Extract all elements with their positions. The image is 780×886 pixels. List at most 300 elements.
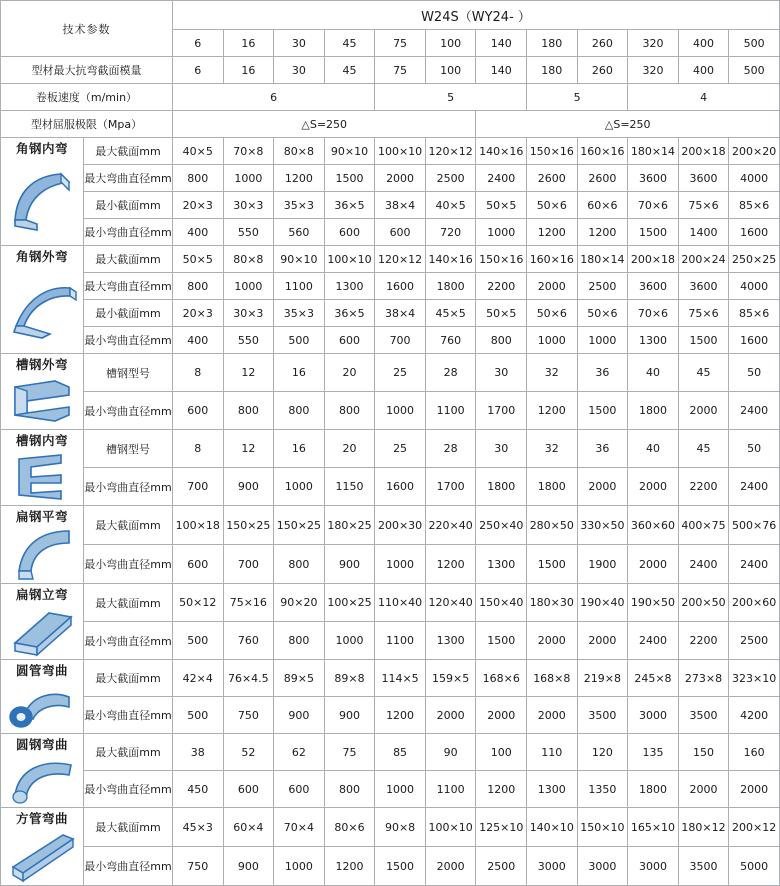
cell-value: 12 [223, 354, 274, 392]
cell-value: 45 [678, 430, 729, 468]
cell-value: 12 [223, 430, 274, 468]
row-section-modulus [1, 57, 780, 84]
table-row [1, 545, 780, 584]
table-row [1, 430, 780, 468]
angle-steel-inner-bend-icon [1, 157, 83, 245]
cell-value: 200×50 [678, 584, 729, 622]
cell-value: 2400 [476, 165, 527, 192]
cell-value: 2000 [425, 697, 476, 734]
cell-value: 1200 [425, 545, 476, 584]
measure-label: 最小弯曲直径mm [83, 545, 172, 584]
cell-value: 1500 [527, 545, 578, 584]
measure-label: 最大截面mm [83, 246, 172, 273]
cell-value: 200×18 [628, 246, 679, 273]
cell-value: 200×20 [729, 138, 780, 165]
cell-value: 2000 [375, 165, 426, 192]
size-header-3: 45 [324, 30, 375, 57]
cell-value: 1000 [476, 219, 527, 246]
cell-value: 180×30 [527, 584, 578, 622]
cell-value: 80×6 [324, 808, 375, 847]
category-title: 角钢内弯 [15, 141, 68, 156]
cell-value: 120×12 [375, 246, 426, 273]
cell-value: 8 [172, 354, 223, 392]
cell-value: 400 [172, 327, 223, 354]
cell-value: 1300 [324, 273, 375, 300]
cell-value: 720 [425, 219, 476, 246]
cell-value: 75×6 [678, 192, 729, 219]
cell-value: 100 [476, 734, 527, 771]
category-title: 角钢外弯 [15, 249, 68, 264]
section-modulus-value-6: 140 [476, 57, 527, 84]
cell-value: 3000 [628, 697, 679, 734]
cell-value: 8 [172, 430, 223, 468]
cell-value: 20×3 [172, 300, 223, 327]
cell-value: 1800 [628, 771, 679, 808]
cell-value: 30×3 [223, 192, 274, 219]
cell-value: 36×5 [324, 300, 375, 327]
cell-value: 1500 [628, 219, 679, 246]
cell-value: 50×12 [172, 584, 223, 622]
cell-value: 2500 [425, 165, 476, 192]
speed-value-3: 4 [628, 84, 780, 111]
cell-value: 159×5 [425, 660, 476, 697]
table-row [1, 192, 780, 219]
cell-value: 600 [324, 219, 375, 246]
cell-value: 38×4 [375, 192, 426, 219]
cell-value: 16 [274, 430, 325, 468]
cell-value: 180×14 [628, 138, 679, 165]
cell-value: 190×50 [628, 584, 679, 622]
cell-value: 80×8 [223, 246, 274, 273]
section-modulus-value-9: 320 [628, 57, 679, 84]
table-row [1, 392, 780, 430]
cell-value: 2200 [476, 273, 527, 300]
measure-label: 最小弯曲直径mm [83, 219, 172, 246]
cell-value: 40×5 [172, 138, 223, 165]
section-modulus-value-7: 180 [527, 57, 578, 84]
cell-value: 135 [628, 734, 679, 771]
cell-value: 400 [172, 219, 223, 246]
cell-value: 89×5 [274, 660, 325, 697]
cell-value: 40 [628, 430, 679, 468]
cell-value: 4000 [729, 165, 780, 192]
cell-value: 200×18 [678, 138, 729, 165]
cell-value: 360×60 [628, 506, 679, 545]
size-header-8: 260 [577, 30, 628, 57]
cell-value: 1200 [527, 392, 578, 430]
cell-value: 1500 [324, 165, 375, 192]
cell-value: 1200 [324, 847, 375, 886]
cell-value: 560 [274, 219, 325, 246]
cell-value: 100×25 [324, 584, 375, 622]
cell-value: 60×4 [223, 808, 274, 847]
table-row [1, 808, 780, 847]
cell-value: 1300 [527, 771, 578, 808]
cell-value: 2000 [678, 392, 729, 430]
row-speed [1, 84, 780, 111]
cell-value: 114×5 [375, 660, 426, 697]
cell-value: 150×16 [527, 138, 578, 165]
cell-value: 1700 [425, 468, 476, 506]
category-2 [1, 354, 84, 430]
category-title: 圆钢弯曲 [15, 737, 68, 752]
cell-value: 90×10 [274, 246, 325, 273]
cell-value: 168×6 [476, 660, 527, 697]
cell-value: 550 [223, 219, 274, 246]
row-yield [1, 111, 780, 138]
table-row [1, 468, 780, 506]
cell-value: 180×14 [577, 246, 628, 273]
section-modulus-label: 型材最大抗弯截面模量 [1, 57, 173, 84]
cell-value: 600 [172, 392, 223, 430]
speed-value-2: 5 [527, 84, 628, 111]
cell-value: 800 [324, 771, 375, 808]
cell-value: 85×6 [729, 300, 780, 327]
cell-value: 450 [172, 771, 223, 808]
cell-value: 60×6 [577, 192, 628, 219]
cell-value: 2400 [729, 468, 780, 506]
cell-value: 2500 [729, 622, 780, 660]
measure-label: 最小弯曲直径mm [83, 392, 172, 430]
cell-value: 2000 [476, 697, 527, 734]
cell-value: 100×18 [172, 506, 223, 545]
cell-value: 900 [223, 468, 274, 506]
cell-value: 110 [527, 734, 578, 771]
cell-value: 1600 [729, 219, 780, 246]
cell-value: 200×60 [729, 584, 780, 622]
cell-value: 180×25 [324, 506, 375, 545]
square-tube-bend-icon [1, 827, 83, 885]
cell-value: 500 [172, 622, 223, 660]
cell-value: 160×16 [527, 246, 578, 273]
cell-value: 3000 [628, 847, 679, 886]
table-body [1, 1, 780, 886]
section-modulus-value-8: 260 [577, 57, 628, 84]
table-row [1, 246, 780, 273]
size-header-11: 500 [729, 30, 780, 57]
measure-label: 最大弯曲直径mm [83, 165, 172, 192]
cell-value: 150×40 [476, 584, 527, 622]
cell-value: 323×10 [729, 660, 780, 697]
cell-value: 50 [729, 430, 780, 468]
measure-label: 最大截面mm [83, 660, 172, 697]
yield-value-1: △S=250 [476, 111, 780, 138]
cell-value: 2400 [628, 622, 679, 660]
size-header-2: 30 [274, 30, 325, 57]
cell-value: 120×40 [425, 584, 476, 622]
size-header-1: 16 [223, 30, 274, 57]
category-title: 扁钢平弯 [15, 509, 68, 524]
cell-value: 28 [425, 354, 476, 392]
section-modulus-value-3: 45 [324, 57, 375, 84]
cell-value: 700 [172, 468, 223, 506]
section-modulus-value-2: 30 [274, 57, 325, 84]
cell-value: 1500 [476, 622, 527, 660]
cell-value: 70×4 [274, 808, 325, 847]
category-7 [1, 734, 84, 808]
table-row [1, 273, 780, 300]
cell-value: 75×16 [223, 584, 274, 622]
cell-value: 800 [172, 273, 223, 300]
category-3 [1, 430, 84, 506]
table-row [1, 660, 780, 697]
angle-steel-outer-bend-icon [1, 265, 83, 353]
cell-value: 1200 [527, 219, 578, 246]
cell-value: 85 [375, 734, 426, 771]
measure-label: 最大截面mm [83, 584, 172, 622]
cell-value: 52 [223, 734, 274, 771]
table-row [1, 165, 780, 192]
cell-value: 50×6 [527, 192, 578, 219]
measure-label: 最大截面mm [83, 808, 172, 847]
cell-value: 1100 [425, 392, 476, 430]
table-row [1, 697, 780, 734]
cell-value: 2400 [678, 545, 729, 584]
cell-value: 150×10 [577, 808, 628, 847]
cell-value: 3600 [628, 273, 679, 300]
cell-value: 800 [223, 392, 274, 430]
cell-value: 800 [324, 392, 375, 430]
cell-value: 1000 [375, 771, 426, 808]
cell-value: 140×16 [476, 138, 527, 165]
cell-value: 50×5 [476, 300, 527, 327]
cell-value: 700 [223, 545, 274, 584]
measure-label: 最大截面mm [83, 506, 172, 545]
cell-value: 150×25 [274, 506, 325, 545]
cell-value: 220×40 [425, 506, 476, 545]
cell-value: 2000 [628, 545, 679, 584]
cell-value: 1200 [476, 771, 527, 808]
cell-value: 1800 [628, 392, 679, 430]
cell-value: 2500 [577, 273, 628, 300]
cell-value: 2000 [527, 273, 578, 300]
measure-label: 最小弯曲直径mm [83, 468, 172, 506]
cell-value: 2000 [425, 847, 476, 886]
cell-value: 1100 [274, 273, 325, 300]
cell-value: 2500 [476, 847, 527, 886]
cell-value: 120 [577, 734, 628, 771]
category-title: 扁钢立弯 [15, 587, 68, 602]
cell-value: 1150 [324, 468, 375, 506]
cell-value: 1700 [476, 392, 527, 430]
cell-value: 219×8 [577, 660, 628, 697]
measure-label: 最大弯曲直径mm [83, 273, 172, 300]
cell-value: 50×5 [172, 246, 223, 273]
cell-value: 273×8 [678, 660, 729, 697]
cell-value: 2000 [577, 468, 628, 506]
cell-value: 1000 [274, 468, 325, 506]
cell-value: 165×10 [628, 808, 679, 847]
cell-value: 168×8 [527, 660, 578, 697]
cell-value: 900 [274, 697, 325, 734]
category-8 [1, 808, 84, 886]
cell-value: 160×16 [577, 138, 628, 165]
cell-value: 600 [172, 545, 223, 584]
measure-label: 最小弯曲直径mm [83, 847, 172, 886]
cell-value: 1300 [628, 327, 679, 354]
table-row [1, 138, 780, 165]
cell-value: 2000 [729, 771, 780, 808]
measure-label: 最小截面mm [83, 192, 172, 219]
cell-value: 38 [172, 734, 223, 771]
cell-value: 150×16 [476, 246, 527, 273]
round-tube-bend-icon [1, 679, 83, 733]
cell-value: 250×25 [729, 246, 780, 273]
cell-value: 200×12 [729, 808, 780, 847]
cell-value: 1200 [577, 219, 628, 246]
cell-value: 90×20 [274, 584, 325, 622]
cell-value: 1000 [223, 273, 274, 300]
size-header-5: 100 [425, 30, 476, 57]
size-header-0: 6 [172, 30, 223, 57]
cell-value: 5000 [729, 847, 780, 886]
category-title: 槽钢外弯 [15, 357, 68, 372]
cell-value: 1900 [577, 545, 628, 584]
category-title: 圆管弯曲 [15, 663, 68, 678]
cell-value: 750 [223, 697, 274, 734]
cell-value: 1000 [274, 847, 325, 886]
cell-value: 1300 [476, 545, 527, 584]
cell-value: 600 [324, 327, 375, 354]
table-row [1, 327, 780, 354]
cell-value: 30×3 [223, 300, 274, 327]
cell-value: 1000 [527, 327, 578, 354]
cell-value: 3500 [678, 697, 729, 734]
cell-value: 500×76 [729, 506, 780, 545]
cell-value: 760 [223, 622, 274, 660]
cell-value: 70×8 [223, 138, 274, 165]
cell-value: 1000 [375, 545, 426, 584]
cell-value: 750 [172, 847, 223, 886]
model-header: W24S（WY24- ） [172, 1, 779, 30]
measure-label: 最大截面mm [83, 138, 172, 165]
cell-value: 900 [324, 697, 375, 734]
measure-label: 最小弯曲直径mm [83, 697, 172, 734]
speed-label: 卷板速度（m/min） [1, 84, 173, 111]
cell-value: 2600 [527, 165, 578, 192]
cell-value: 50×6 [577, 300, 628, 327]
cell-value: 2000 [527, 622, 578, 660]
speed-value-1: 5 [375, 84, 527, 111]
cell-value: 1000 [324, 622, 375, 660]
cell-value: 1800 [527, 468, 578, 506]
flat-steel-flat-bend-icon [1, 525, 83, 583]
cell-value: 38×4 [375, 300, 426, 327]
cell-value: 75×6 [678, 300, 729, 327]
cell-value: 85×6 [729, 192, 780, 219]
cell-value: 760 [425, 327, 476, 354]
cell-value: 1200 [274, 165, 325, 192]
cell-value: 45 [678, 354, 729, 392]
cell-value: 280×50 [527, 506, 578, 545]
cell-value: 36 [577, 354, 628, 392]
cell-value: 100×10 [375, 138, 426, 165]
cell-value: 1800 [425, 273, 476, 300]
cell-value: 50 [729, 354, 780, 392]
cell-value: 2200 [678, 468, 729, 506]
cell-value: 36 [577, 430, 628, 468]
cell-value: 1600 [375, 468, 426, 506]
cell-value: 36×5 [324, 192, 375, 219]
cell-value: 800 [274, 392, 325, 430]
round-bar-bend-icon [1, 753, 83, 807]
cell-value: 3600 [678, 273, 729, 300]
cell-value: 80×8 [274, 138, 325, 165]
category-0 [1, 138, 84, 246]
table-row [1, 734, 780, 771]
section-modulus-value-4: 75 [375, 57, 426, 84]
table-row [1, 506, 780, 545]
cell-value: 2200 [678, 622, 729, 660]
cell-value: 25 [375, 354, 426, 392]
category-1 [1, 246, 84, 354]
cell-value: 4000 [729, 273, 780, 300]
cell-value: 1500 [375, 847, 426, 886]
cell-value: 500 [172, 697, 223, 734]
cell-value: 90 [425, 734, 476, 771]
cell-value: 62 [274, 734, 325, 771]
table-row [1, 354, 780, 392]
cell-value: 2000 [527, 697, 578, 734]
cell-value: 600 [223, 771, 274, 808]
cell-value: 1200 [375, 697, 426, 734]
cell-value: 75 [324, 734, 375, 771]
table-row [1, 219, 780, 246]
measure-label: 最小弯曲直径mm [83, 622, 172, 660]
cell-value: 4200 [729, 697, 780, 734]
cell-value: 1000 [375, 392, 426, 430]
measure-label: 最小弯曲直径mm [83, 327, 172, 354]
table-row [1, 847, 780, 886]
cell-value: 50×6 [527, 300, 578, 327]
cell-value: 150×25 [223, 506, 274, 545]
cell-value: 110×40 [375, 584, 426, 622]
size-header-10: 400 [678, 30, 729, 57]
section-modulus-value-1: 16 [223, 57, 274, 84]
measure-label: 最大截面mm [83, 734, 172, 771]
cell-value: 3000 [577, 847, 628, 886]
cell-value: 2000 [628, 468, 679, 506]
table-row [1, 622, 780, 660]
cell-value: 2000 [678, 771, 729, 808]
measure-label: 槽钢型号 [83, 430, 172, 468]
cell-value: 800 [274, 622, 325, 660]
cell-value: 3600 [678, 165, 729, 192]
cell-value: 125×10 [476, 808, 527, 847]
cell-value: 3000 [527, 847, 578, 886]
cell-value: 600 [274, 771, 325, 808]
cell-value: 900 [324, 545, 375, 584]
cell-value: 200×30 [375, 506, 426, 545]
cell-value: 800 [274, 545, 325, 584]
cell-value: 800 [476, 327, 527, 354]
section-modulus-value-5: 100 [425, 57, 476, 84]
table-row [1, 584, 780, 622]
cell-value: 140×10 [527, 808, 578, 847]
category-title: 槽钢内弯 [15, 433, 68, 448]
tech-param-header: 技术参数 [1, 1, 173, 57]
cell-value: 100×10 [425, 808, 476, 847]
cell-value: 90×8 [375, 808, 426, 847]
cell-value: 1800 [476, 468, 527, 506]
cell-value: 76×4.5 [223, 660, 274, 697]
cell-value: 32 [527, 354, 578, 392]
cell-value: 20 [324, 354, 375, 392]
cell-value: 245×8 [628, 660, 679, 697]
cell-value: 45×5 [425, 300, 476, 327]
table-row [1, 771, 780, 808]
cell-value: 600 [375, 219, 426, 246]
